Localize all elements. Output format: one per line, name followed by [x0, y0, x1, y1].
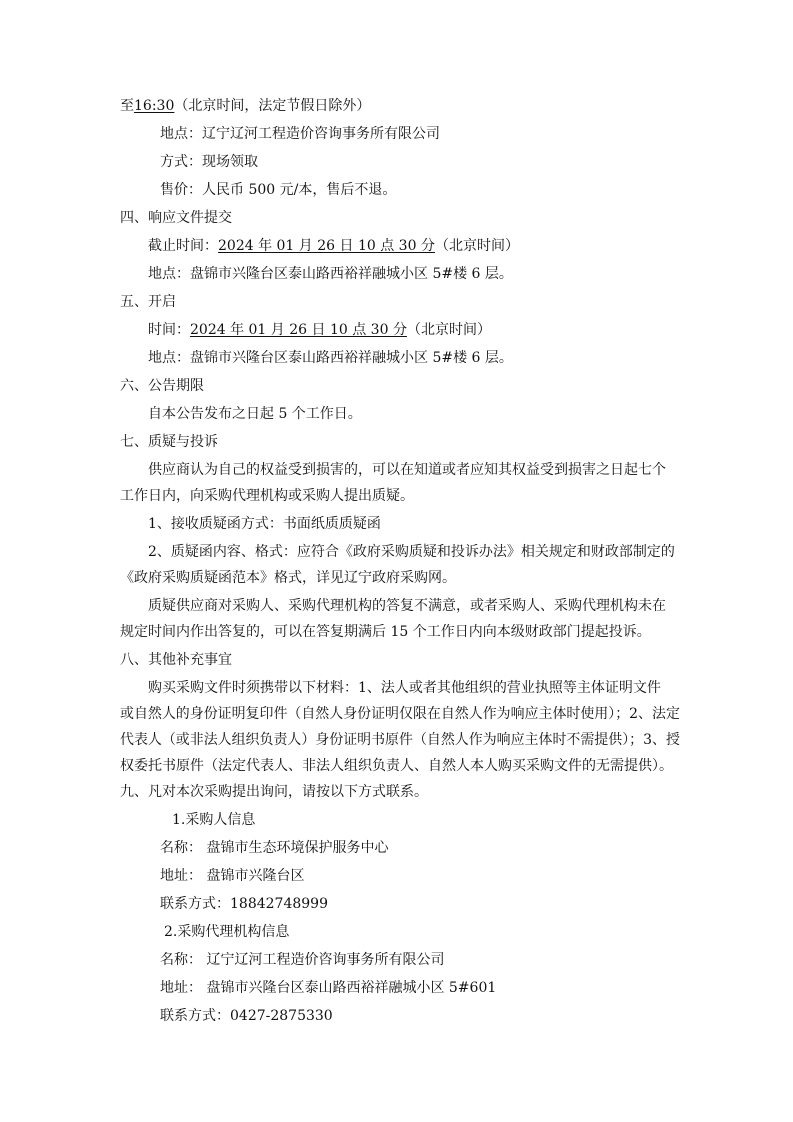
- complaint-para-3-line-2: 《政府采购质疑函范本》格式，详见辽宁政府采购网。: [120, 570, 456, 586]
- pickup-place: 地点：辽宁辽河工程造价咨询事务所有限公司: [160, 126, 440, 142]
- complaint-para-4-line-2: 规定时间内作出答复的，可以在答复期满后 15 个工作日内向本级财政部门提起投诉。: [120, 624, 651, 640]
- agent-name: 名称： 辽宁辽河工程造价咨询事务所有限公司: [160, 952, 445, 968]
- supplement-line-2: 或自然人的身份证明复印件（自然人身份证明仅限在自然人作为响应主体时使用）；2、法定: [120, 706, 680, 722]
- document-price: 售价：人民币 500 元/本，售后不退。: [160, 182, 397, 198]
- opening-time-note: （北京时间）: [406, 322, 491, 338]
- complaint-para-2: 1、接收质疑函方式：书面纸质质疑函: [148, 516, 381, 532]
- supplement-line-4: 权委托书原件（法定代表人、非法人组织负责人、自然人本人购买采购文件的无需提供）。: [120, 758, 673, 774]
- notice-period: 自本公告发布之日起 5 个工作日。: [148, 406, 362, 422]
- complaint-para-1-line-1: 供应商认为自己的权益受到损害的，可以在知道或者应知其权益受到损害之日起七个: [148, 462, 666, 478]
- agent-info-heading: 2.采购代理机构信息: [164, 924, 290, 940]
- agent-contact: 联系方式：0427-2875330: [160, 1008, 333, 1024]
- section-9-title: 九、凡对本次采购提出询问，请按以下方式联系。: [120, 784, 428, 800]
- supplement-line-3: 代表人（或非法人组织负责人）身份证明书原件（自然人作为响应主体时不需提供）；3、授: [120, 732, 680, 748]
- buyer-address: 地址： 盘锦市兴隆台区: [160, 868, 305, 884]
- section-6-title: 六、公告期限: [120, 378, 204, 394]
- time-end-note: （北京时间，法定节假日除外）: [174, 98, 371, 114]
- pickup-method: 方式：现场领取: [160, 154, 258, 170]
- buyer-contact: 联系方式：18842748999: [160, 896, 328, 912]
- deadline-label: 截止时间：: [148, 238, 218, 254]
- time-end-line: [120, 96, 370, 116]
- deadline-note: （北京时间）: [434, 238, 519, 254]
- complaint-para-3-line-1: 2、质疑函内容、格式：应符合《政府采购质疑和投诉办法》相关规定和财政部制定的: [148, 544, 675, 560]
- section-7-title: 七、质疑与投诉: [120, 434, 218, 450]
- time-end-value: 16:30: [134, 98, 175, 114]
- section-4-title: 四、响应文件提交: [120, 210, 232, 226]
- submission-place: 地点：盘锦市兴隆台区泰山路西裕祥融城小区 5#楼 6 层。: [148, 266, 513, 282]
- opening-place: 地点：盘锦市兴隆台区泰山路西裕祥融城小区 5#楼 6 层。: [148, 350, 513, 366]
- supplement-line-1: 购买采购文件时须携带以下材料：1、法人或者其他组织的营业执照等主体证明文件: [148, 680, 661, 696]
- buyer-name: 名称： 盘锦市生态环境保护服务中心: [160, 840, 389, 856]
- time-end-prefix: 至: [120, 98, 134, 114]
- complaint-para-4-line-1: 质疑供应商对采购人、采购代理机构的答复不满意，或者采购人、采购代理机构未在: [148, 598, 666, 614]
- opening-time-label: 时间：: [148, 322, 190, 338]
- submission-deadline: [148, 236, 519, 256]
- opening-time: [148, 320, 491, 340]
- section-8-title: 八、其他补充事宜: [120, 652, 232, 668]
- opening-time-value: 2024 年 01 月 26 日 10 点 30 分: [190, 322, 407, 338]
- section-5-title: 五、开启: [120, 294, 176, 310]
- complaint-para-1-line-2: 工作日内，向采购代理机构或采购人提出质疑。: [120, 488, 414, 504]
- deadline-value: 2024 年 01 月 26 日 10 点 30 分: [218, 238, 435, 254]
- agent-address: 地址： 盘锦市兴隆台区泰山路西裕祥融城小区 5#601: [160, 980, 497, 996]
- buyer-info-heading: 1.采购人信息: [172, 812, 256, 828]
